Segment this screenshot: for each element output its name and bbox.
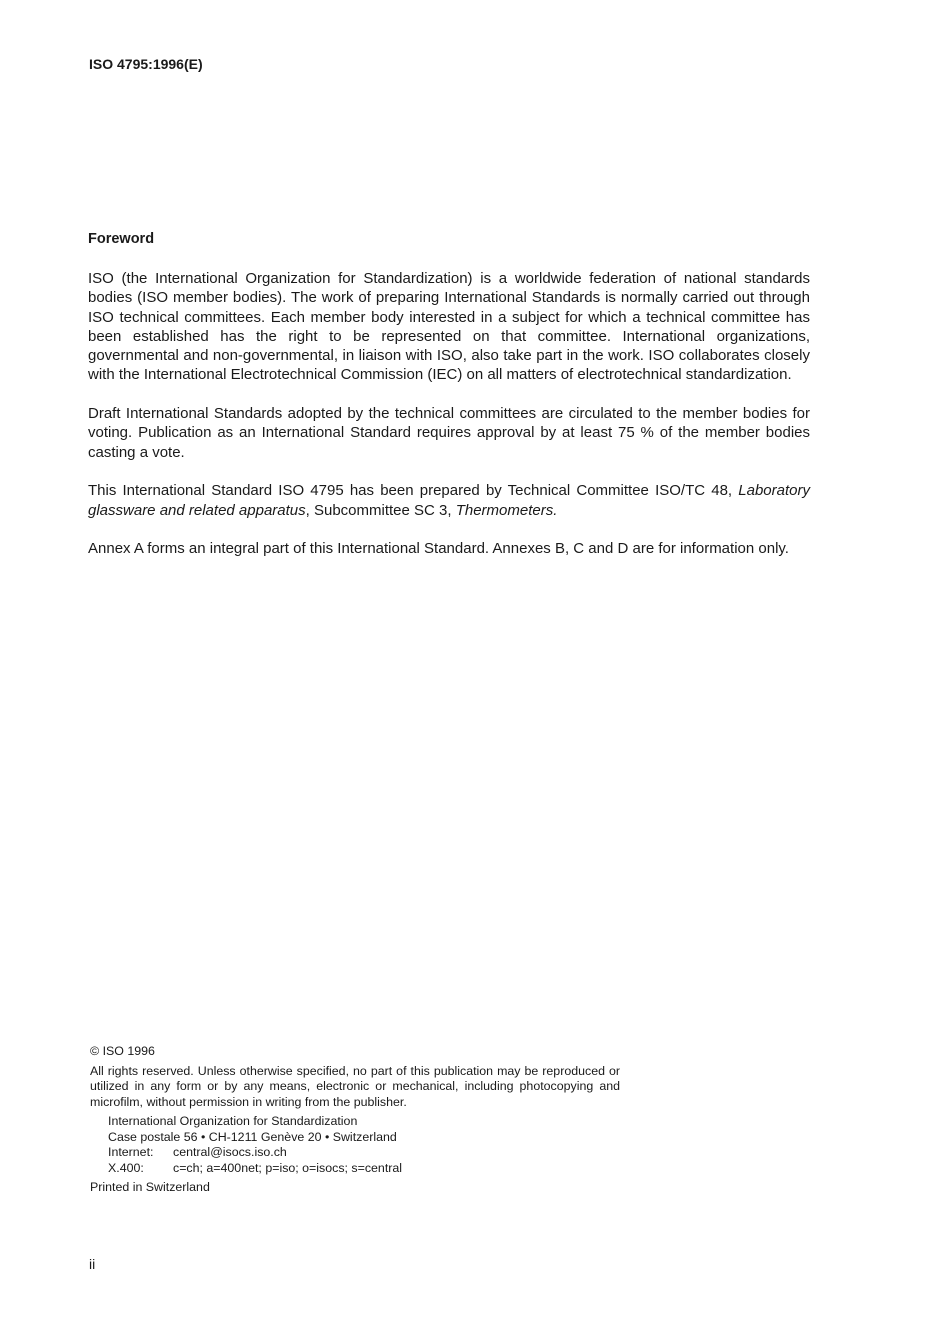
email: central@isocs.iso.ch [173,1145,287,1159]
paragraph: Annex A forms an integral part of this International Standard. Annexes B, C and D are for information only. [88,540,789,558]
page-number: ii [89,1256,96,1272]
postal-address: Case postale 56 • CH-1211 Genève 20 • Switzerland [108,1129,397,1144]
x400-address: c=ch; a=400net; p=iso; o=isocs; s=central [173,1160,403,1175]
paragraph [88,481,810,520]
address-block [90,1114,620,1176]
foreword-body [88,269,810,578]
org-name: International Organization for Standardization [108,1114,358,1128]
paragraph: ISO (the International Organization for Standardization) is a worldwide federation of national standards bodies (ISO member bodies). The work of preparing International Standards is normally carried out through ISO technical committees. Each member body interested in a subject for which a technical committee has been established has the right to be represented on that committee. International organizations, governmental and non-governmental, in liaison with ISO, also take part in the work. ISO collaborates closely with the International Electrotechnical Commission (IEC) on all matters of electrotechnical standardization. [88,270,810,384]
section-title: Foreword [88,231,155,247]
paragraph: Draft International Standards adopted by the technical committees are circulated to the member bodies for voting. Publication as an International Standard requires approval by at least 75 % of the member bodies casting a vote. [88,405,810,461]
label: Internet: [108,1145,154,1159]
copyright-block [90,1044,620,1196]
printed-in: Printed in Switzerland [90,1180,210,1194]
label: X.400: [108,1160,144,1175]
rights-statement: All rights reserved. Unless otherwise specified, no part of this publication may be reproduced or utilized in any form or by any means, electronic or mechanical, including photocopying and microfilm, without permission in writing from the publisher. [90,1063,620,1109]
copyright: © ISO 1996 [90,1044,155,1058]
committee-title: Laboratory glassware and related apparatus [88,482,810,519]
subcommittee-title: Thermometers. [455,501,558,519]
document-header: ISO 4795:1996(E) [89,56,203,72]
text: This International Standard ISO 4795 has been prepared by Technical Committee ISO/TC 48, [88,482,739,500]
text: , Subcommittee SC 3, [305,501,456,519]
